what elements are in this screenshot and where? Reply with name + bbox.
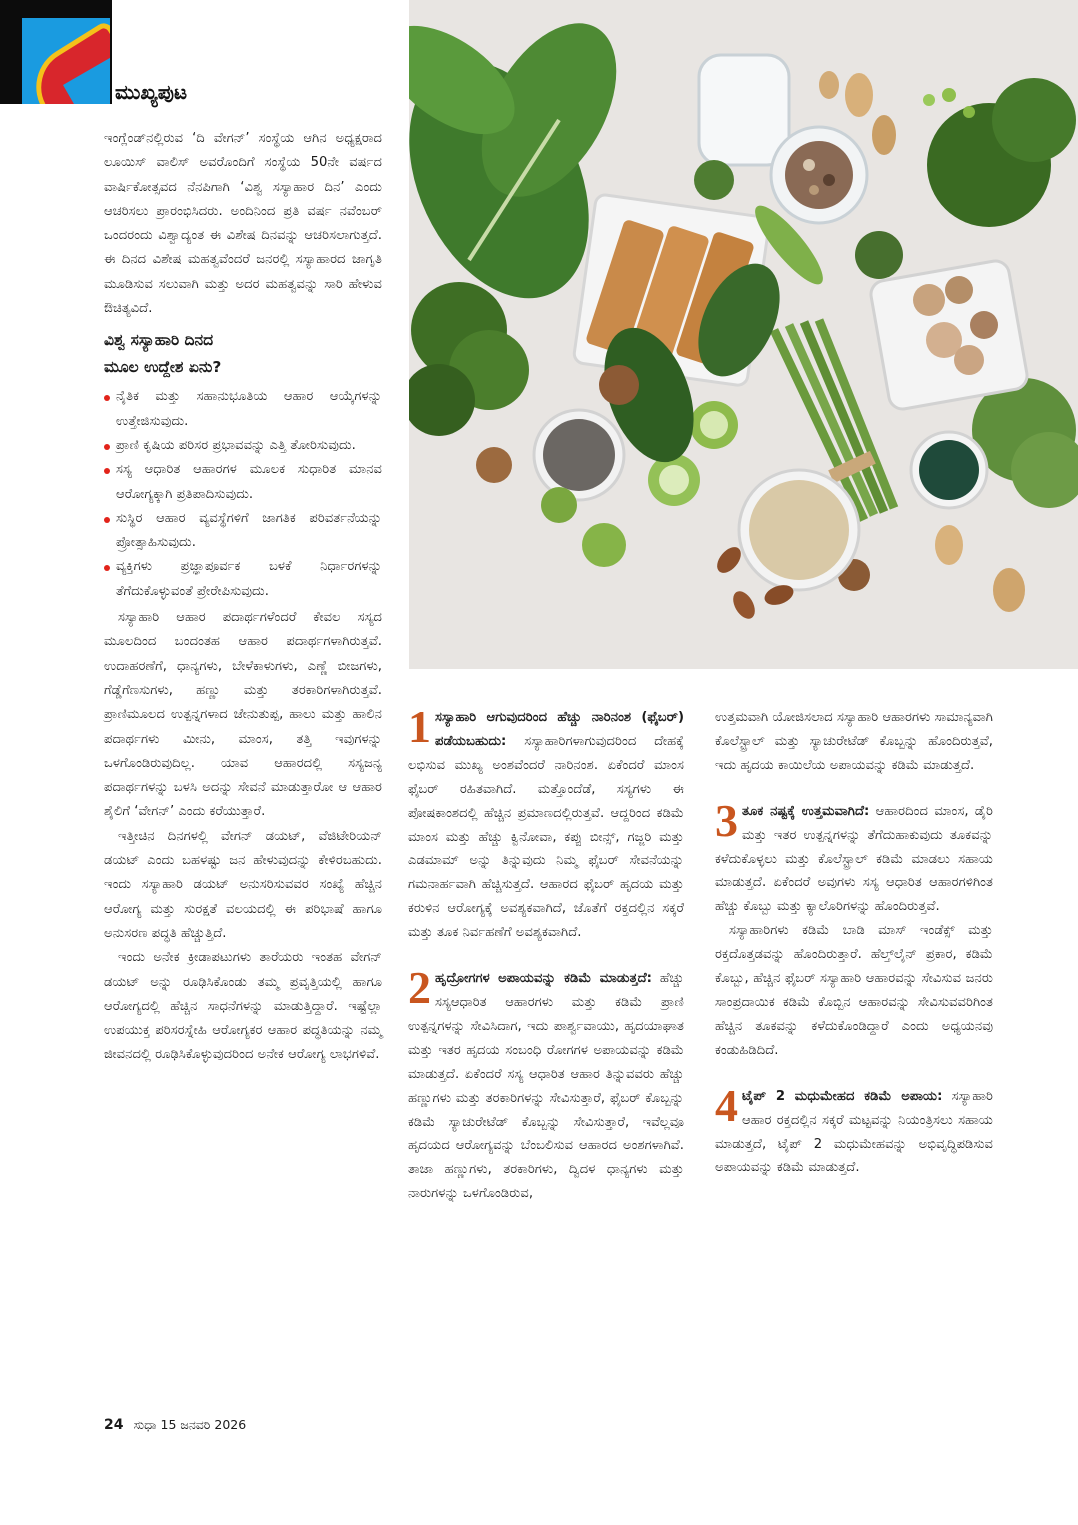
point-body: ಸಸ್ಯಾಹಾರಿಗಳಾಗುವುದರಿಂದ ದೇಹಕ್ಕೆ ಲಭಿಸುವ ಮುಖ್ಯ ಅಂಶವೆಂದರೆ ನಾರಿನಂಶ. ಏಕೆಂದರೆ ಮಾಂಸ ಫೈಬರ್ ರಹಿತವಾಗಿದೆ. ಮತ್ತೊಂದೆಡೆ, ಸಸ್ಯಗಳು ಈ ಪೋಷಕಾಂಶದಲ್ಲಿ ಹೆಚ್ಚಿನ ಪ್ರಮಾಣದಲ್ಲಿರುತ್ತವೆ. ಆದ್ದರಿಂದ ಕಡಿಮೆ ಮಾಂಸ ಮತ್ತು ಹೆಚ್ಚು ಕ್ವಿನೋವಾ, ಕಪ್ಪು ಬೀನ್ಸ್, ಗಜ್ಜರಿ ಮತ್ತು ಎಡಮಾಮ್ ಅನ್ನು ತಿನ್ನುವುದು ನಿಮ್ಮ ಫೈಬರ್ ಸೇವನೆಯನ್ನು ಗಮನಾರ್ಹವಾಗಿ ಹೆಚ್ಚಿಸುತ್ತದೆ. ಆಹಾರದ ಫೈಬರ್ ಹೃದಯ ಮತ್ತು ಕರುಳಿನ ಆರೋಗ್ಯಕ್ಕೆ ಅವಶ್ಯಕವಾಗಿದೆ, ಜೊತೆಗೆ ರಕ್ತದಲ್ಲಿನ ಸಕ್ಕರೆ ಮತ್ತು ತೂಕ ನಿರ್ವಹಣೆಗೆ ಅವಶ್ಯಕವಾಗಿದೆ. [408, 733, 684, 941]
list-item: ಸಸ್ಯ ಆಧಾರಿತ ಆಹಾರಗಳ ಮೂಲಕ ಸುಧಾರಿತ ಮಾನವ ಆರೋಗ್ಯಕ್ಕಾಗಿ ಪ್ರತಿಪಾದಿಸುವುದು. [104, 458, 382, 507]
point-heading: ತೂಕ ನಷ್ಟಕ್ಕೆ ಉತ್ತಮವಾಗಿದೆ: [742, 803, 870, 819]
point-number: 3 [715, 794, 738, 846]
bullet-icon [104, 444, 110, 450]
point-body: ಸಸ್ಯಾಹಾರಿ ಆಹಾರ ರಕ್ತದಲ್ಲಿನ ಸಕ್ಕರೆ ಮಟ್ಟವನ್ನು ನಿಯಂತ್ರಿಸಲು ಸಹಾಯ ಮಾಡುತ್ತದೆ, ಟೈಪ್ 2 ಮಧುಮೇಹವನ್ನು ಅಭಿವೃದ್ಧಿಪಡಿಸುವ ಅಪಾಯವನ್ನು ಕಡಿಮೆ ಮಾಡುತ್ತದೆ. [715, 1088, 993, 1176]
section-title: ಮುಖ್ಯಪುಟ [115, 80, 188, 104]
food-illustration [409, 0, 1078, 669]
point-heading: ಟೈಪ್ 2 ಮಧುಮೇಹದ ಕಡಿಮೆ ಅಪಾಯ: [742, 1088, 943, 1104]
page-footer [104, 1417, 246, 1433]
middle-column [408, 701, 684, 1206]
point-2-continuation: ಉತ್ತಮವಾಗಿ ಯೋಜಿಸಲಾದ ಸಸ್ಯಾಹಾರಿ ಆಹಾರಗಳು ಸಾಮಾನ್ಯವಾಗಿ ಕೊಲೆಸ್ಟ್ರಾಲ್ ಮತ್ತು ಸ್ಯಾಚುರೇಟೆಡ್ ಕೊಬ್ಬನ್ನು ಹೊಂದಿರುತ್ತವೆ, ಇದು ಹೃದಯ ಕಾಯಿಲೆಯ ಅಪಾಯವನ್ನು ಕಡಿಮೆ ಮಾಡುತ್ತದೆ. [715, 710, 993, 773]
list-item: ಸುಸ್ಥಿರ ಆಹಾರ ವ್ಯವಸ್ಥೆಗಳಿಗೆ ಜಾಗತಿಕ ಪರಿವರ್ತನೆಯನ್ನು ಪ್ರೋತ್ಸಾಹಿಸುವುದು. [104, 507, 382, 556]
intro-paragraph: ಇಂಗ್ಲೆಂಡ್‌ನಲ್ಲಿರುವ ‘ದಿ ವೇಗನ್’ ಸಂಸ್ಥೆಯ ಆಗಿನ ಅಧ್ಯಕ್ಷರಾದ ಲೂಯಿಸ್ ವಾಲಿಸ್ ಅವರೊಂದಿಗೆ ಸಂಸ್ಥೆಯ 50ನೇ ವರ್ಷದ ವಾರ್ಷಿಕೋತ್ಸವದ ನೆನಪಿಗಾಗಿ ‘ವಿಶ್ವ ಸಸ್ಯಾಹಾರ ದಿನ’ ಎಂದು ಆಚರಿಸಲು ಪ್ರಾರಂಭಿಸಿದರು. ಅಂದಿನಿಂದ ಪ್ರತಿ ವರ್ಷ ನವೆಂಬರ್ ಒಂದರಂದು ವಿಶ್ವಾದ್ಯಂತ ಈ ವಿಶೇಷ ದಿನವನ್ನು ಆಚರಿಸಲಾಗುತ್ತದೆ. ಈ ದಿನದ ವಿಶೇಷ ಮಹತ್ವವೆಂದರೆ ಜನರಲ್ಲಿ ಸಸ್ಯಾಹಾರದ ಜಾಗೃತಿ ಮೂಡಿಸುವ ಸಲುವಾಗಿ ಮತ್ತು ಅದರ ಮಹತ್ವವನ್ನು ಸಾರಿ ಹೇಳುವ ಔಚಿತ್ಯವಿದೆ. [104, 131, 382, 317]
point-number: 4 [715, 1079, 738, 1131]
page-number: 24 [104, 1417, 124, 1433]
subheading [104, 327, 382, 381]
body-paragraph: ಇತ್ತೀಚಿನ ದಿನಗಳಲ್ಲಿ ವೇಗನ್ ಡಯಟ್, ವೆಜಿಟೇರಿಯನ್ ಡಯಟ್ ಎಂದು ಬಹಳಷ್ಟು ಜನ ಹೇಳುವುದನ್ನು ಕೇಳಿರಬಹುದು. ಇಂದು ಸಸ್ಯಾಹಾರಿ ಡಯಟ್ ಅನುಸರಿಸುವವರ ಸಂಖ್ಯೆ ಹೆಚ್ಚಿನ ಆರೋಗ್ಯ ಮತ್ತು ಸುರಕ್ಷತೆ ವಲಯದಲ್ಲಿ ಈ ಪರಿಭಾಷೆ ಹಾಗೂ ಅನುಸರಣ ಪದ್ಧತಿ ಹೆಚ್ಚುತ್ತಿದೆ. [104, 828, 382, 941]
logo-mark-icon [22, 18, 110, 104]
objectives-list [104, 385, 382, 604]
left-column [104, 127, 382, 1068]
publication-date: ಸುಧಾ 15 ಜನವರಿ 2026 [133, 1417, 247, 1432]
bullet-icon [104, 565, 110, 571]
point-3-extra: ಸಸ್ಯಾಹಾರಿಗಳು ಕಡಿಮೆ ಬಾಡಿ ಮಾಸ್ ಇಂಡೆಕ್ಸ್ ಮತ್ತು ರಕ್ತದೊತ್ತಡವನ್ನು ಹೊಂದಿರುತ್ತಾರೆ. ಹೆಲ್ತ್‌ಲೈನ್ ಪ್ರಕಾರ, ಕಡಿಮೆ ಕೊಬ್ಬು, ಹೆಚ್ಚಿನ ಫೈಬರ್ ಸಸ್ಯಾಹಾರಿ ಆಹಾರವನ್ನು ಸೇವಿಸುವ ಜನರು ಸಾಂಪ್ರದಾಯಿಕ ಕಡಿಮೆ ಕೊಬ್ಬಿನ ಆಹಾರವನ್ನು ಸೇವಿಸುವವರಿಗಿಂತ ಹೆಚ್ಚಿನ ತೂಕವನ್ನು ಕಳೆದುಕೊಂಡಿದ್ದಾರೆ ಎಂದು ಅಧ್ಯಯನವು ಕಂಡುಹಿಡಿದಿದೆ. [715, 923, 993, 1058]
point-body: ಹೆಚ್ಚು ಸಸ್ಯಆಧಾರಿತ ಆಹಾರಗಳು ಮತ್ತು ಕಡಿಮೆ ಪ್ರಾಣಿ ಉತ್ಪನ್ನಗಳನ್ನು ಸೇವಿಸಿದಾಗ, ಇದು ಪಾರ್ಶ್ವವಾಯು, ಹೃದಯಾಘಾತ ಮತ್ತು ಇತರ ಹೃದಯ ಸಂಬಂಧಿ ರೋಗಗಳ ಅಪಾಯವನ್ನು ಕಡಿಮೆ ಮಾಡುತ್ತದೆ. ಏಕೆಂದರೆ ಸಸ್ಯ ಆಧಾರಿತ ಆಹಾರ ತಿನ್ನುವವರು ಹೆಚ್ಚು ಹಣ್ಣುಗಳು ಮತ್ತು ತರಕಾರಿಗಳನ್ನು ಸೇವಿಸುತ್ತಾರೆ, ಫೈಬರ್ ಕೊಬ್ಬನ್ನು ಕಡಿಮೆ ಸ್ಯಾಚುರೇಟೆಡ್ ಕೊಬ್ಬನ್ನು ಸೇವಿಸುತ್ತಾರೆ, ಇವೆಲ್ಲವೂ ಹೃದಯದ ಆರೋಗ್ಯವನ್ನು ಬೆಂಬಲಿಸುವ ಆಹಾರದ ಅಂಶಗಳಾಗಿವೆ. ತಾಜಾ ಹಣ್ಣುಗಳು, ತರಕಾರಿಗಳು, ದ್ವಿದಳ ಧಾನ್ಯಗಳು ಮತ್ತು ನಾರುಗಳನ್ನು ಒಳಗೊಂಡಿರುವ, [408, 971, 684, 1202]
subheading-line-1: ವಿಶ್ವ ಸಸ್ಯಾಹಾರಿ ದಿನದ [104, 331, 214, 350]
point-2 [408, 962, 684, 1206]
body-paragraph: ಸಸ್ಯಾಹಾರಿ ಆಹಾರ ಪದಾರ್ಥಗಳೆಂದರೆ ಕೇವಲ ಸಸ್ಯದ ಮೂಲದಿಂದ ಬಂದಂತಹ ಆಹಾರ ಪದಾರ್ಥಗಳಾಗಿರುತ್ತವೆ. ಉದಾಹರಣೆಗೆ, ಧಾನ್ಯಗಳು, ಬೇಳೆಕಾಳುಗಳು, ಎಣ್ಣೆ ಬೀಜಗಳು, ಗೆಡ್ಡೆಗೆಣಸುಗಳು, ಹಣ್ಣು ಮತ್ತು ತರಕಾರಿಗಳಾಗಿರುತ್ತವೆ. ಪ್ರಾಣಿಮೂಲದ ಉತ್ಪನ್ನಗಳಾದ ಜೇನುತುಪ್ಪ, ಹಾಲು ಮತ್ತು ಹಾಲಿನ ಪದಾರ್ಥಗಳು ಮೀನು, ಮಾಂಸ, ತತ್ತಿ ಇವುಗಳನ್ನು ಒಳಗೊಂಡಿರುವುದಿಲ್ಲ. ಯಾವ ಆಹಾರದಲ್ಲಿ ಸಸ್ಯಜನ್ಯ ಪದಾರ್ಥಗಳನ್ನು ಬಳಸಿ ಅದನ್ನು ಸೇವನೆ ಮಾಡುತ್ತಾರೋ ಆ ಆಹಾರ ಶೈಲಿಗೆ ‘ವೇಗನ್’ ಎಂದು ಕರೆಯುತ್ತಾರೆ. [104, 610, 382, 820]
bullet-icon [104, 395, 110, 401]
list-item: ನೈತಿಕ ಮತ್ತು ಸಹಾನುಭೂತಿಯ ಆಹಾರ ಆಯ್ಕೆಗಳನ್ನು ಉತ್ತೇಜಿಸುವುದು. [104, 385, 382, 434]
subheading-line-2: ಮೂಲ ಉದ್ದೇಶ ಏನು? [104, 358, 222, 377]
point-heading: ಹೃದ್ರೋಗಗಳ ಅಪಾಯವನ್ನು ಕಡಿಮೆ ಮಾಡುತ್ತದೆ: [435, 971, 652, 987]
point-heading: ಸಸ್ಯಾಹಾರಿ ಆಗುವುದರಿಂದ ಹೆಚ್ಚು ನಾರಿನಂಶ (ಫೈಬರ್) ಪಡೆಯಬಹುದು: [435, 710, 684, 749]
magazine-logo [0, 0, 112, 104]
point-1 [408, 701, 684, 945]
point-4 [715, 1079, 993, 1181]
right-column [715, 706, 993, 1180]
list-item: ಪ್ರಾಣಿ ಕೃಷಿಯ ಪರಿಸರ ಪ್ರಭಾವವನ್ನು ಎತ್ತಿ ತೋರಿಸುವುದು. [104, 434, 382, 458]
point-body: ಆಹಾರದಿಂದ ಮಾಂಸ, ಡೈರಿ ಮತ್ತು ಇತರ ಉತ್ಪನ್ನಗಳನ್ನು ತೆಗೆದುಹಾಕುವುದು ತೂಕವನ್ನು ಕಳೆದುಕೊಳ್ಳಲು ಮತ್ತು ಕೊಲೆಸ್ಟ್ರಾಲ್ ಕಡಿಮೆ ಮಾಡಲು ಸಹಾಯ ಮಾಡುತ್ತದೆ. ಏಕೆಂದರೆ ಅವುಗಳು ಸಸ್ಯ ಆಧಾರಿತ ಆಹಾರಗಳಿಗಿಂತ ಹೆಚ್ಚು ಕೊಬ್ಬು ಮತ್ತು ಕ್ಯಾಲೊರಿಗಳನ್ನು ಹೊಂದಿರುತ್ತವೆ. [715, 803, 993, 915]
bullet-icon [104, 517, 110, 523]
vegan-food-photo [409, 0, 1078, 669]
point-number: 2 [408, 962, 431, 1014]
list-item: ವ್ಯಕ್ತಿಗಳು ಪ್ರಜ್ಞಾಪೂರ್ವಕ ಬಳಕೆ ನಿರ್ಧಾರಗಳನ್ನು ತೆಗೆದುಕೊಳ್ಳುವಂತೆ ಪ್ರೇರೇಪಿಸುವುದು. [104, 555, 382, 604]
point-number: 1 [408, 701, 431, 752]
body-paragraph: ಇಂದು ಅನೇಕ ಕ್ರೀಡಾಪಟುಗಳು ತಾರೆಯರು ಇಂತಹ ವೇಗನ್ ಡಯಟ್ ಅನ್ನು ರೂಢಿಸಿಕೊಂಡು ತಮ್ಮ ಪ್ರವೃತ್ತಿಯಲ್ಲಿ ಹಾಗೂ ಆರೋಗ್ಯದಲ್ಲಿ ಹೆಚ್ಚಿನ ಸಾಧನೆಗಳನ್ನು ಮಾಡುತ್ತಿದ್ದಾರೆ. ಇಷ್ಟೆಲ್ಲಾ ಉಪಯುಕ್ತ ಪರಿಸರಸ್ನೇಹಿ ಆರೋಗ್ಯಕರ ಆಹಾರ ಪದ್ಧತಿಯನ್ನು ನಮ್ಮ ಜೀವನದಲ್ಲಿ ರೂಢಿಸಿಕೊಳ್ಳುವುದರಿಂದ ಅನೇಕ ಆರೋಗ್ಯ ಲಾಭಗಳಿವೆ. [104, 950, 382, 1063]
bullet-icon [104, 468, 110, 474]
point-3 [715, 794, 993, 1063]
